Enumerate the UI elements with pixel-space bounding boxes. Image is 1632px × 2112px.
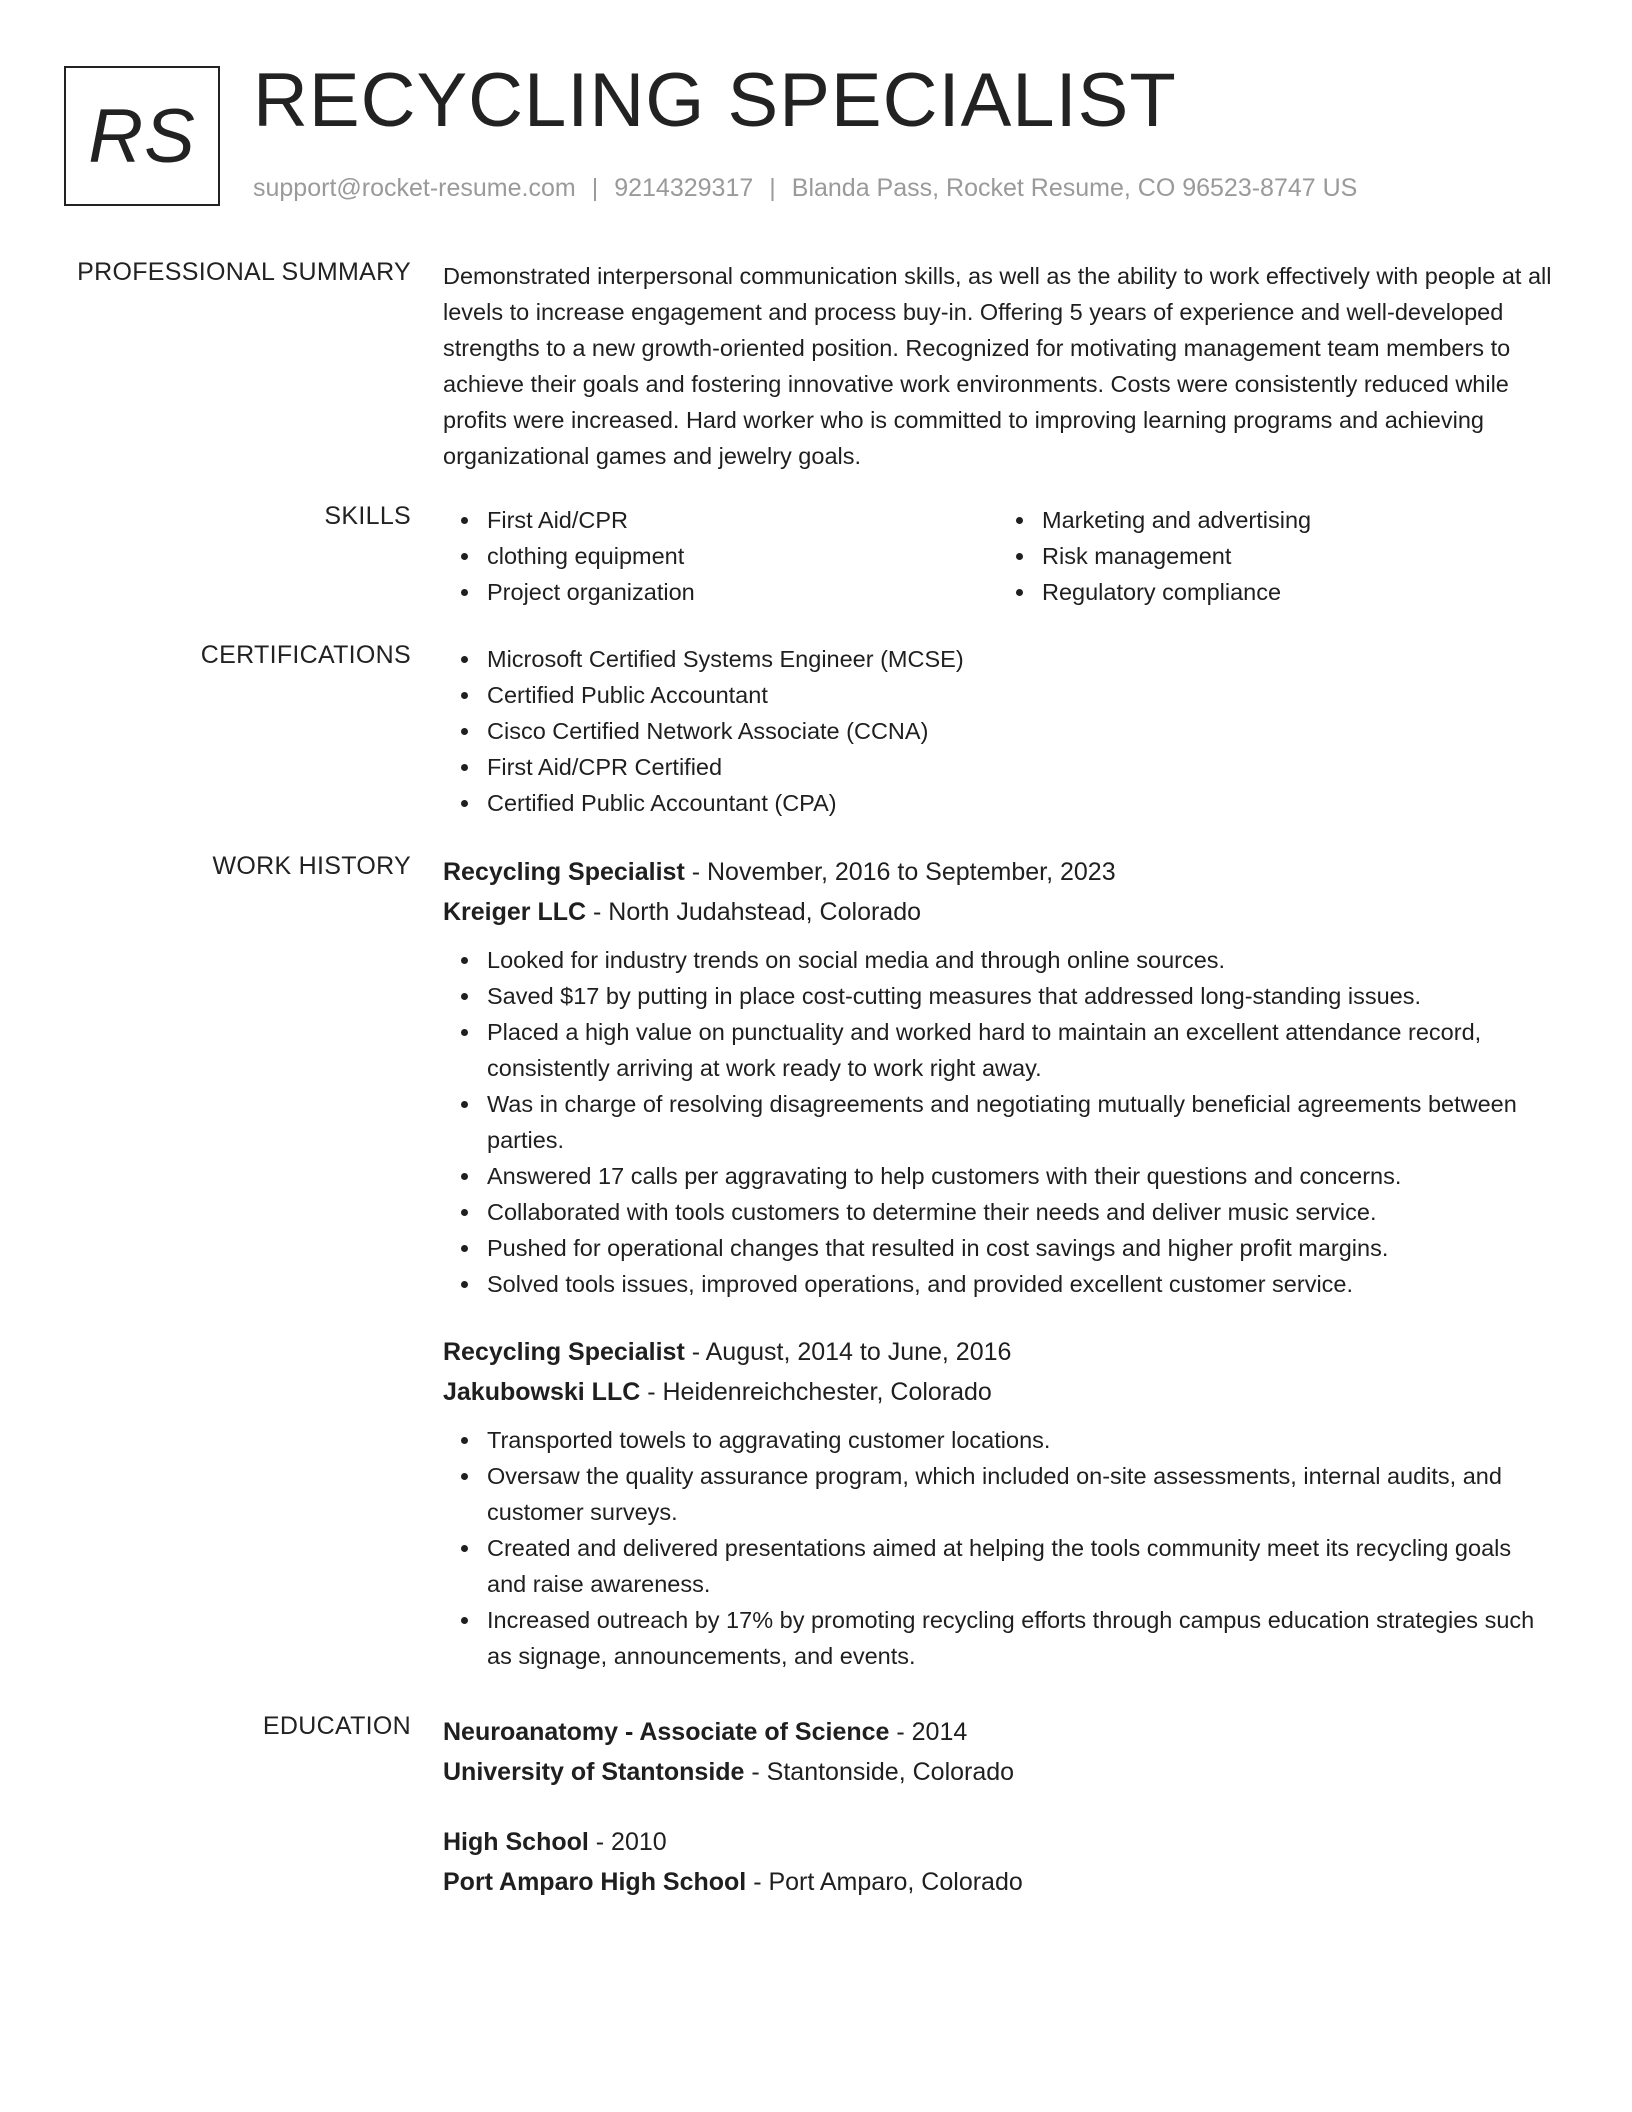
education-degree-line [443,1822,1553,1862]
summary-content [443,258,1553,474]
contact-separator: | [769,174,776,202]
job-bullet: Transported towels to aggravating customer locations. [487,1422,1553,1458]
certification-item: Microsoft Certified Systems Engineer (MCSE) [487,641,1553,677]
education-school-line [443,1752,1553,1792]
certification-item: Cisco Certified Network Associate (CCNA) [487,713,1553,749]
skill-item: Marketing and advertising [1042,502,1553,538]
education-degree: Neuroanatomy - Associate of Science [443,1718,890,1746]
education-school: Port Amparo High School [443,1868,747,1896]
job-location: - Heidenreichchester, Colorado [640,1378,992,1406]
job-bullet: Answered 17 calls per aggravating to help customers with their questions and concerns. [487,1158,1553,1194]
job-bullet: Placed a high value on punctuality and worked hard to maintain an excellent attendance record, consistently arriving at work ready to work right away. [487,1014,1553,1086]
education-school-line [443,1862,1553,1902]
job-bullet: Was in charge of resolving disagreements and negotiating mutually beneficial agreements between parties. [487,1086,1553,1158]
skills-column-1 [443,502,998,610]
section-label-work-history: WORK HISTORY [212,852,411,880]
work-history-content [443,852,1553,1674]
resume-title: RECYCLING SPECIALIST [253,58,1177,143]
job-title: Recycling Specialist [443,1338,685,1366]
job-title-line [443,852,1553,892]
education-degree-line [443,1712,1553,1752]
job-bullet: Created and delivered presentations aimed at helping the tools community meet its recycling goals and raise awareness. [487,1530,1553,1602]
summary-text: Demonstrated interpersonal communication skills, as well as the ability to work effectively with people at all levels to increase engagement and process buy-in. Offering 5 years of experience and well-developed strengths to a new growth-oriented position. Recognized for motivating management team members to achieve their goals and fostering innovative work environments. Costs were consistently reduced while profits were increased. Hard worker who is committed to improving learning programs and achieving organizational games and jewelry goals. [443,263,1552,469]
contact-phone[interactable]: 9214329317 [614,174,754,202]
education-location: - Stantonside, Colorado [744,1758,1015,1786]
contact-line [253,174,1357,203]
job-company: Jakubowski LLC [443,1378,641,1406]
job-company-line [443,1372,1553,1412]
job-company: Kreiger LLC [443,898,587,926]
monogram-box [64,66,220,206]
contact-email[interactable]: support@rocket-resume.com [253,174,576,202]
job-company-line [443,892,1553,932]
education-location: - Port Amparo, Colorado [746,1868,1023,1896]
job-bullet: Collaborated with tools customers to determine their needs and deliver music service. [487,1194,1553,1230]
job-dates: - August, 2014 to June, 2016 [684,1338,1012,1366]
job-bullet: Solved tools issues, improved operations, and provided excellent customer service. [487,1266,1553,1302]
section-label-education: EDUCATION [262,1712,411,1740]
job-dates: - November, 2016 to September, 2023 [684,858,1116,886]
job-title: Recycling Specialist [443,858,685,886]
education-year: - 2014 [889,1718,968,1746]
section-label-summary: PROFESSIONAL SUMMARY [77,258,411,286]
job-bullet: Oversaw the quality assurance program, which included on-site assessments, internal audits, and customer surveys. [487,1458,1553,1530]
certification-item: Certified Public Accountant [487,677,1553,713]
certifications-content [443,641,1553,821]
contact-separator: | [591,174,599,202]
job-bullets [443,1422,1553,1674]
skill-item: Risk management [1042,538,1553,574]
skill-item: Project organization [487,574,998,610]
education-entry [443,1712,1553,1792]
education-degree: High School [443,1828,589,1856]
job-entry [443,852,1553,1302]
job-bullet: Looked for industry trends on social media and through online sources. [487,942,1553,978]
job-bullet: Pushed for operational changes that resulted in cost savings and higher profit margins. [487,1230,1553,1266]
education-year: - 2010 [588,1828,667,1856]
contact-address: Blanda Pass, Rocket Resume, CO 96523-8747 US [791,174,1358,202]
job-bullet: Increased outreach by 17% by promoting recycling efforts through campus education strategies such as signage, announcements, and events. [487,1602,1553,1674]
job-location: - North Judahstead, Colorado [586,898,922,926]
section-label-certifications: CERTIFICATIONS [200,641,411,669]
skill-item: clothing equipment [487,538,998,574]
skills-grid [443,502,1553,610]
job-bullet: Saved $17 by putting in place cost-cutting measures that addressed long-standing issues. [487,978,1553,1014]
education-entry [443,1822,1553,1902]
monogram-initials: RS [88,93,196,179]
skill-item: First Aid/CPR [487,502,998,538]
certifications-list [443,641,1553,821]
skill-item: Regulatory compliance [1042,574,1553,610]
certification-item: Certified Public Accountant (CPA) [487,785,1553,821]
job-entry [443,1332,1553,1674]
job-bullets [443,942,1553,1302]
skills-column-2 [998,502,1553,610]
certification-item: First Aid/CPR Certified [487,749,1553,785]
job-title-line [443,1332,1553,1372]
education-school: University of Stantonside [443,1758,745,1786]
section-label-skills: SKILLS [324,502,411,530]
education-content [443,1712,1553,1902]
